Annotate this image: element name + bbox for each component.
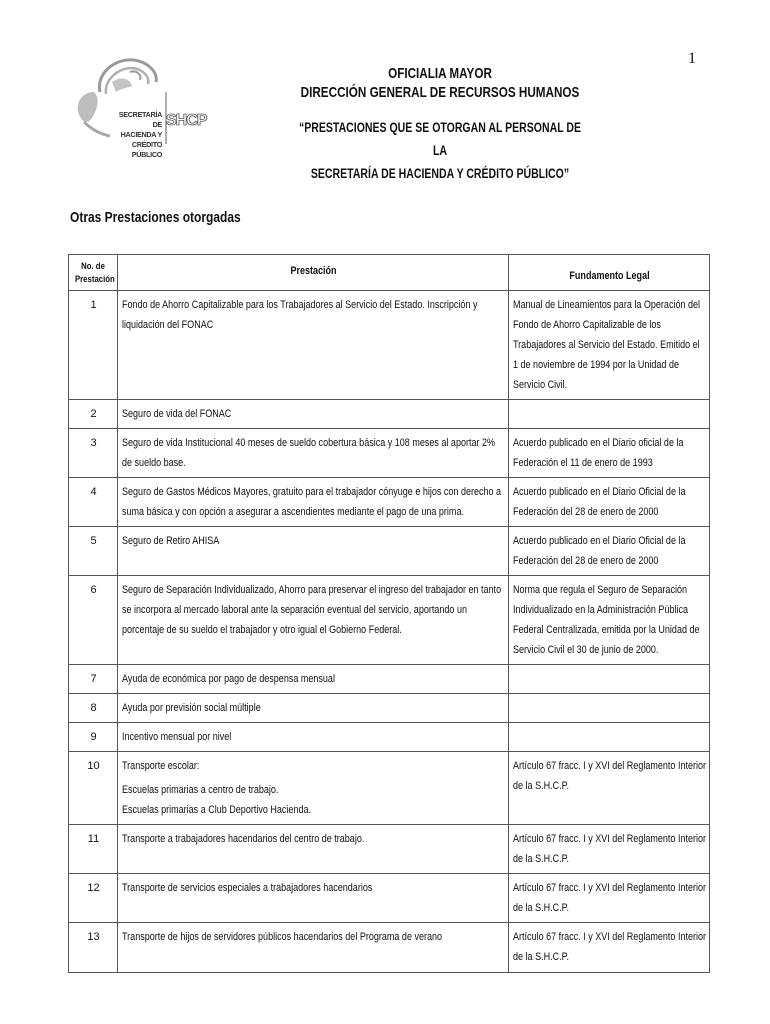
table-row <box>69 923 710 973</box>
cell-prestacion <box>118 825 509 874</box>
benefits-table <box>68 254 710 973</box>
table-row <box>69 400 710 429</box>
cell-prestacion <box>118 400 509 429</box>
cell-number: 9 <box>69 723 118 752</box>
table-row <box>69 576 710 665</box>
shcp-logo <box>70 52 207 159</box>
table-row <box>69 429 710 478</box>
logo-ministry-name: SECRETARÍA DE HACIENDA Y CRÉDITO PÚBLICO <box>118 110 162 159</box>
prestacion-text: Seguro de vida del FONAC <box>122 408 232 420</box>
cell-prestacion <box>118 752 509 825</box>
prestacion-text: Transporte de servicios especiales a trabajadores hacendarios <box>122 882 373 894</box>
cell-prestacion <box>118 478 509 527</box>
header-fundamento: Fundamento Legal <box>509 255 710 291</box>
logo-acronym: SHCP <box>166 112 207 129</box>
header-line-3: “PRESTACIONES QUE SE OTORGAN AL PERSONAL DE LA SECRETARÍA DE HACIENDA Y CRÉDITO PÚBLICO” <box>298 120 582 181</box>
table-row <box>69 291 710 400</box>
prestacion-text: Transporte escolar: <box>122 760 200 772</box>
cell-number: 3 <box>69 429 118 478</box>
table-row <box>69 527 710 576</box>
cell-number: 7 <box>69 665 118 694</box>
table-row <box>69 752 710 825</box>
cell-number: 8 <box>69 694 118 723</box>
cell-prestacion <box>118 923 509 973</box>
cell-fundamento <box>509 825 710 874</box>
cell-fundamento <box>509 874 710 923</box>
fundamento-text: Manual de Lineamientos para la Operación del Fondo de Ahorro Capitalizable de los Trabajadores al Servicio del Estado. Emitido el 1 de noviembre de 1994 por la Unidad de Servicio Civil. <box>513 299 701 391</box>
cell-fundamento <box>509 400 710 429</box>
cell-prestacion <box>118 723 509 752</box>
prestacion-text: Seguro de Separación Individualizado, Ahorro para preservar el ingreso del trabajador en tanto se incorpora al mercado laboral ante la separación eventual del servicio, aportando un porcentaje de su sueldo el trabajador y otro igual el Gobierno Federal. <box>122 584 502 636</box>
cell-fundamento <box>509 291 710 400</box>
fundamento-text: Artículo 67 fracc. I y XVI del Reglamento Interior de la S.H.C.P. <box>513 760 707 792</box>
cell-prestacion <box>118 874 509 923</box>
cell-prestacion <box>118 291 509 400</box>
page-number: 1 <box>688 50 696 67</box>
cell-number: 10 <box>69 752 118 825</box>
table-row <box>69 665 710 694</box>
header-prestacion: Prestación <box>118 255 509 291</box>
header-number: No. de Prestación <box>69 255 118 291</box>
cell-number: 4 <box>69 478 118 527</box>
table-row <box>69 478 710 527</box>
fundamento-text: Acuerdo publicado en el Diario oficial de la Federación el 11 de enero de 1993 <box>513 437 684 469</box>
prestacion-text: Ayuda de económica por pago de despensa mensual <box>122 673 335 685</box>
cell-number: 5 <box>69 527 118 576</box>
table-row <box>69 874 710 923</box>
prestacion-text: Fondo de Ahorro Capitalizable para los Trabajadores al Servicio del Estado. Inscripción y liquidación del FONAC <box>122 299 478 331</box>
fundamento-text: Acuerdo publicado en el Diario Oficial de la Federación del 28 de enero de 2000 <box>513 535 686 567</box>
cell-fundamento <box>509 478 710 527</box>
cell-prestacion <box>118 665 509 694</box>
fundamento-text: Acuerdo publicado en el Diario Oficial de la Federación del 28 de enero de 2000 <box>513 486 686 518</box>
cell-number: 6 <box>69 576 118 665</box>
cell-fundamento <box>509 723 710 752</box>
fundamento-text: Norma que regula el Seguro de Separación Individualizado en la Administración Pública Federal Centralizada, emitida por la Unidad de Servicio Civil el 30 de junio de 2000. <box>513 584 700 656</box>
cell-number: 2 <box>69 400 118 429</box>
cell-number: 13 <box>69 923 118 973</box>
document-header <box>292 64 588 185</box>
fundamento-text: Artículo 67 fracc. I y XVI del Reglamento Interior de la S.H.C.P. <box>513 931 707 963</box>
cell-fundamento <box>509 923 710 973</box>
prestacion-text: Incentivo mensual por nivel <box>122 731 232 743</box>
cell-fundamento <box>509 429 710 478</box>
table-row <box>69 825 710 874</box>
cell-number: 11 <box>69 825 118 874</box>
header-line-2: DIRECCIÓN GENERAL DE RECURSOS HUMANOS <box>300 84 580 101</box>
cell-fundamento <box>509 694 710 723</box>
cell-number: 1 <box>69 291 118 400</box>
fundamento-text: Artículo 67 fracc. I y XVI del Reglamento Interior de la S.H.C.P. <box>513 882 707 914</box>
table-row <box>69 694 710 723</box>
section-title: Otras Prestaciones otorgadas <box>70 209 241 226</box>
cell-fundamento <box>509 752 710 825</box>
prestacion-text: Escuelas primarias a Club Deportivo Hacienda. <box>122 804 312 816</box>
prestacion-text: Seguro de vida Institucional 40 meses de sueldo cobertura básica y 108 meses al aportar 2% de sueldo base. <box>122 437 496 469</box>
cell-prestacion <box>118 429 509 478</box>
cell-number: 12 <box>69 874 118 923</box>
prestacion-text: Transporte de hijos de servidores públicos hacendarios del Programa de verano <box>122 931 443 943</box>
table-row <box>69 723 710 752</box>
table-header-row <box>69 255 710 291</box>
cell-fundamento <box>509 665 710 694</box>
prestacion-text: Seguro de Gastos Médicos Mayores, gratuito para el trabajador cónyuge e hijos con derecho a suma básica y con opción a asegurar a ascendientes mediante el pago de una prima. <box>122 486 502 518</box>
prestacion-text: Transporte a trabajadores hacendarios del centro de trabajo. <box>122 833 365 845</box>
fundamento-text: Artículo 67 fracc. I y XVI del Reglamento Interior de la S.H.C.P. <box>513 833 707 865</box>
cell-fundamento <box>509 576 710 665</box>
cell-fundamento <box>509 527 710 576</box>
cell-prestacion <box>118 694 509 723</box>
header-line-1: OFICIALIA MAYOR <box>388 65 492 82</box>
prestacion-text: Seguro de Retiro AHISA <box>122 535 220 547</box>
prestacion-text: Escuelas primarias a centro de trabajo. <box>122 784 279 796</box>
cell-prestacion <box>118 527 509 576</box>
prestacion-text: Ayuda por previsión social múltiple <box>122 702 261 714</box>
cell-prestacion <box>118 576 509 665</box>
